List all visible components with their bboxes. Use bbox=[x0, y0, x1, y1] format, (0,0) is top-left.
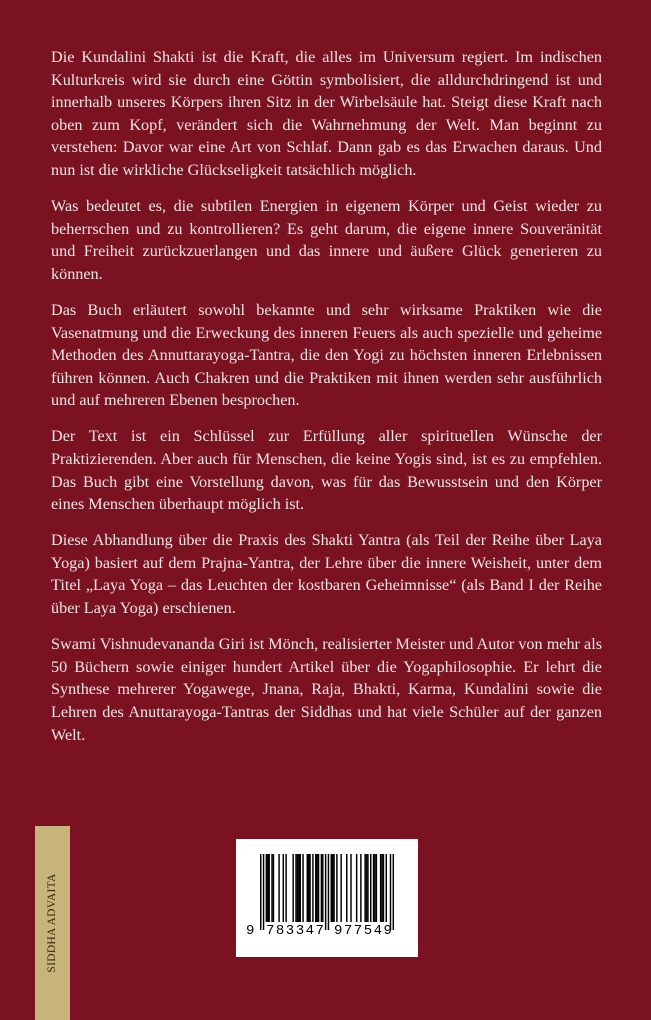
blurb-paragraph-3: Das Buch erläutert sowohl bekannte und sehr wirksame Praktiken wie die Vasenatmung und die Erweckung des inneren Feuers als auch spezielle und geheime Methoden des Annuttarayoga-Tantra, die den Yogi zu höchsten inneren Erlebnissen führen können. Auch Chakren und die Praktiken mit ihnen werden sehr ausführlich und auf mehreren Ebenen besprochen. bbox=[51, 300, 602, 410]
barcode-bars bbox=[260, 854, 394, 930]
barcode-bar bbox=[263, 854, 264, 930]
publisher-label bbox=[35, 826, 70, 1020]
barcode-bar bbox=[336, 854, 337, 922]
barcode-bar bbox=[370, 854, 371, 922]
barcode-bar bbox=[295, 854, 296, 922]
barcode-bar bbox=[312, 854, 313, 922]
barcode-bar bbox=[393, 854, 394, 930]
barcode-bar bbox=[271, 854, 272, 922]
barcode-bar bbox=[309, 854, 310, 922]
barcode-bar bbox=[266, 854, 267, 922]
barcode-bar bbox=[316, 854, 317, 922]
barcode-bar bbox=[260, 854, 261, 930]
barcode-bar bbox=[267, 854, 268, 922]
barcode-bar bbox=[322, 854, 323, 922]
blurb-paragraph-2: Was bedeutet es, die subtilen Energien in eigenem Körper und Geist wieder zu beherrschen und zu kontrollieren? Es geht darum, die eigene innere Souveränität und Freiheit zurückzuerlangen und das innere und äußere Glück generieren zu können. bbox=[51, 197, 602, 283]
barcode-bar bbox=[350, 854, 351, 922]
publisher-label-text: SIDDHA ADVAITA bbox=[46, 873, 58, 973]
barcode-bar bbox=[367, 854, 368, 922]
barcode-bar bbox=[366, 854, 367, 922]
barcode-bar bbox=[346, 854, 347, 922]
barcode-bar bbox=[331, 854, 332, 922]
barcode-bar bbox=[380, 854, 381, 922]
barcode-bar bbox=[325, 854, 326, 930]
barcode-bar bbox=[315, 854, 316, 922]
isbn-barcode bbox=[236, 839, 418, 957]
blurb-paragraph-1: Die Kundalini Shakti ist die Kraft, die alles im Universum regiert. Im indischen Kulturkreis wird sie durch eine Göttin symbolisiert, die alldurchdringend ist und innerhalb unseres Körpers ihren Sitz in der Wirbelsäule hat. Steigt diese Kraft nach oben zum Kopf, verändert sich die Wahrnehmung der Welt. Man beginnt zu verstehen: Davor war eine Art von Schlaf. Dann gab es das Erwachen daraus. Und nun ist die wirkliche Glückseligkeit tatsächlich möglich. bbox=[51, 48, 602, 179]
barcode-bar bbox=[292, 854, 293, 922]
blurb-text bbox=[51, 46, 602, 760]
barcode-bar bbox=[381, 854, 382, 922]
barcode-bar bbox=[373, 854, 374, 922]
barcode-bar bbox=[321, 854, 322, 922]
barcode-bar bbox=[268, 854, 269, 922]
barcode-bar bbox=[374, 854, 375, 922]
author-bio-paragraph: Swami Vishnudevananda Giri ist Mönch, realisierter Meister und Autor von mehr als 50 Büchern sowie einiger hundert Artikel über die Yogaphilosophie. Er lehrt die Synthese mehrerer Yogawege, Jnana, Raja, Bhakti, Karma, Kundalini sowie die Lehren des Anuttarayoga-Tantras der Siddhas und hat viele Schüler auf der ganzen Welt. bbox=[51, 635, 602, 744]
barcode-bar bbox=[273, 854, 274, 922]
barcode-bar bbox=[285, 854, 286, 922]
barcode-bar bbox=[283, 854, 284, 922]
blurb-paragraph-4: Der Text ist ein Schlüssel zur Erfüllung aller spirituellen Wünsche der Praktizierenden. Aber auch für Menschen, die keine Yogis sind, ist es zu empfehlen. Das Buch gibt eine Vorstellung davon, was für das Bewusstsein und den Körper eines Menschen überhaupt möglich ist. bbox=[51, 427, 602, 514]
barcode-bar bbox=[356, 854, 357, 922]
barcode-bar bbox=[383, 854, 384, 922]
barcode-bar bbox=[386, 854, 387, 922]
barcode-bar bbox=[340, 854, 341, 922]
blurb-paragraph-5: Diese Abhandlung über die Praxis des Shakti Yantra (als Teil der Reihe über Laya Yoga) basiert auf dem Prajna-Yantra, der Lehre über die innere Weisheit, unter dem Titel „Laya Yoga – das Leuchten der kostbaren Geheimnisse“ (als Band I der Reihe über Laya Yoga) erschienen. bbox=[51, 531, 602, 618]
barcode-first-digit: 9 bbox=[246, 923, 255, 939]
barcode-bar bbox=[390, 854, 391, 930]
barcode-bar bbox=[333, 854, 334, 922]
barcode-bar bbox=[308, 854, 309, 922]
barcode-right-digits: 977549 bbox=[334, 923, 394, 939]
barcode-bar bbox=[360, 854, 361, 922]
barcode-bar bbox=[297, 854, 298, 922]
barcode-bar bbox=[332, 854, 333, 922]
barcode-bar bbox=[307, 854, 308, 922]
barcode-bar bbox=[299, 854, 300, 922]
barcode-bar bbox=[298, 854, 299, 922]
barcode-bar bbox=[328, 854, 329, 930]
barcode-left-digits: 783347 bbox=[266, 923, 326, 939]
barcode-bar bbox=[278, 854, 279, 922]
barcode-bar bbox=[318, 854, 319, 922]
barcode-bar bbox=[376, 854, 377, 922]
barcode-bar bbox=[364, 854, 365, 922]
barcode-bar bbox=[302, 854, 303, 922]
